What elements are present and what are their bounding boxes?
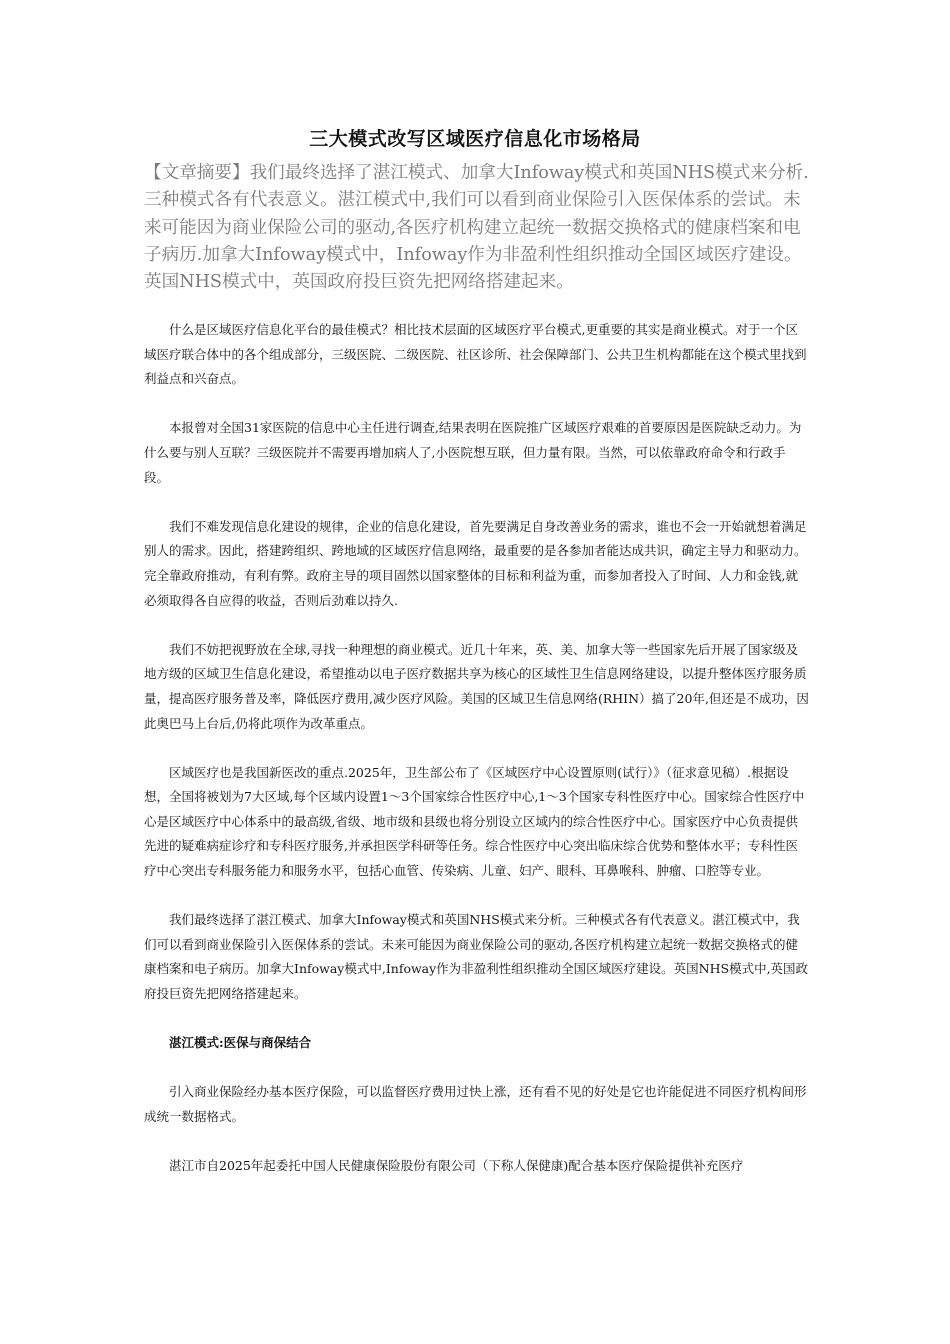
paragraph-gap: [144, 613, 809, 638]
body-paragraph: 引入商业保险经办基本医疗保险，可以监督医疗费用过快上涨，还有看不见的好处是它也许能促进不同医疗机构间形成统一数据格式。: [144, 1084, 807, 1124]
body-paragraph: 本报曾对全国31家医院的信息中心主任进行调查,结果表明在医院推广区域医疗艰难的首要原因是医院缺乏动力。为什么要与别人互联？三级医院并不需要再增加病人了,小医院想互联，但力量有限。当然，可以依靠政府命令和行政手段。: [144, 420, 802, 485]
paragraph-gap: [144, 490, 809, 515]
body-paragraph: 什么是区域医疗信息化平台的最佳模式？相比技术层面的区域医疗平台模式,更重要的其实是商业模式。对于一个区域医疗联合体中的各个组成部分，三级医院、二级医院、社区诊所、社会保障部门、公共卫生机构都能在这个模式里找到利益点和兴奋点。: [144, 322, 807, 387]
paragraph-gap: [144, 1007, 809, 1032]
section-heading: 湛江模式:医保与商保结合: [169, 1035, 312, 1051]
body-paragraph: 我们不妨把视野放在全球,寻找一种理想的商业模式。近几十年来，英、美、加拿大等一些国家先后开展了国家级及地方级的区域卫生信息化建设，希望推动以电子医疗数据共享为核心的区域性卫生信息网络建设，以提升整体医疗服务质量，提高医疗服务普及率，降低医疗费用,减少医疗风险。美国的区域卫生信息网络(RHIN）搞了20年,但还是不成功，因此奥巴马上台后,仍将此项作为改革重点。: [144, 641, 809, 731]
article-body: [144, 318, 809, 1179]
body-paragraph: 我们最终选择了湛江模式、加拿大Infoway模式和英国NHS模式来分析。三种模式各有代表意义。湛江模式中，我们可以看到商业保险引入医保体系的尝试。未来可能因为商业保险公司的驱动,各医疗机构建立起统一数据交换格式的健康档案和电子病历。加拿大Infoway模式中,Infoway作为非盈利性组织推动全国区域医疗建设。英国NHS模式中,英国政府投巨资先把网络搭建起来。: [144, 912, 809, 1002]
paragraph-gap: [144, 1130, 809, 1155]
paragraph-gap: [144, 884, 809, 909]
paragraph-gap: [144, 392, 809, 417]
body-paragraph: 湛江市自2025年起委托中国人民健康保险股份有限公司（下称人保健康)配合基本医疗保险提供补充医疗: [169, 1158, 744, 1174]
body-paragraph: 区域医疗也是我国新医改的重点.2025年，卫生部公布了《区域医疗中心设置原则(试行）》（征求意见稿）.根据设想，全国将被划为7大区域,每个区域内设置1～3个国家综合性医疗中心,1～3个国家专科性医疗中心。国家综合性医疗中心是区域医疗中心体系中的最高级,省级、地市级和县级也将分别设立区域内的综合性医疗中心。国家医疗中心负责提供先进的疑难病症诊疗和专科医疗服务,并承担医学科研等任务。综合性医疗中心突出临床综合优势和整体水平；专科性医疗中心突出专科服务能力和服务水平，包括心血管、传染病、儿童、妇产、眼科、耳鼻喉科、肿瘤、口腔等专业。: [144, 764, 805, 879]
body-paragraph: 我们不难发现信息化建设的规律，企业的信息化建设，首先要满足自身改善业务的需求，谁也不会一开始就想着满足别人的需求。因此，搭建跨组织、跨地域的区域医疗信息网络，最重要的是各参加者能达成共识，确定主导力和驱动力。完全靠政府推动，有利有弊。政府主导的项目固然以国家整体的目标和利益为重，而参加者投入了时间、人力和金钱,就必须取得各自应得的收益，否则后劲难以持久.: [144, 518, 807, 608]
article-abstract: 【文章摘要】我们最终选择了湛江模式、加拿大Infoway模式和英国NHS模式来分析.三种模式各有代表意义。湛江模式中,我们可以看到商业保险引入医保体系的尝试。未来可能因为商业保险公司的驱动,各医疗机构建立起统一数据交换格式的健康档案和电子病历.加拿大Infoway模式中，Infoway作为非盈利性组织推动全国区域医疗建设。英国NHS模式中，英国政府投巨资先把网络搭建起来。: [144, 163, 809, 293]
paragraph-gap: [144, 1056, 809, 1081]
paragraph-gap: [144, 736, 809, 761]
document-title: 三大模式改写区域医疗信息化市场格局: [309, 128, 641, 150]
